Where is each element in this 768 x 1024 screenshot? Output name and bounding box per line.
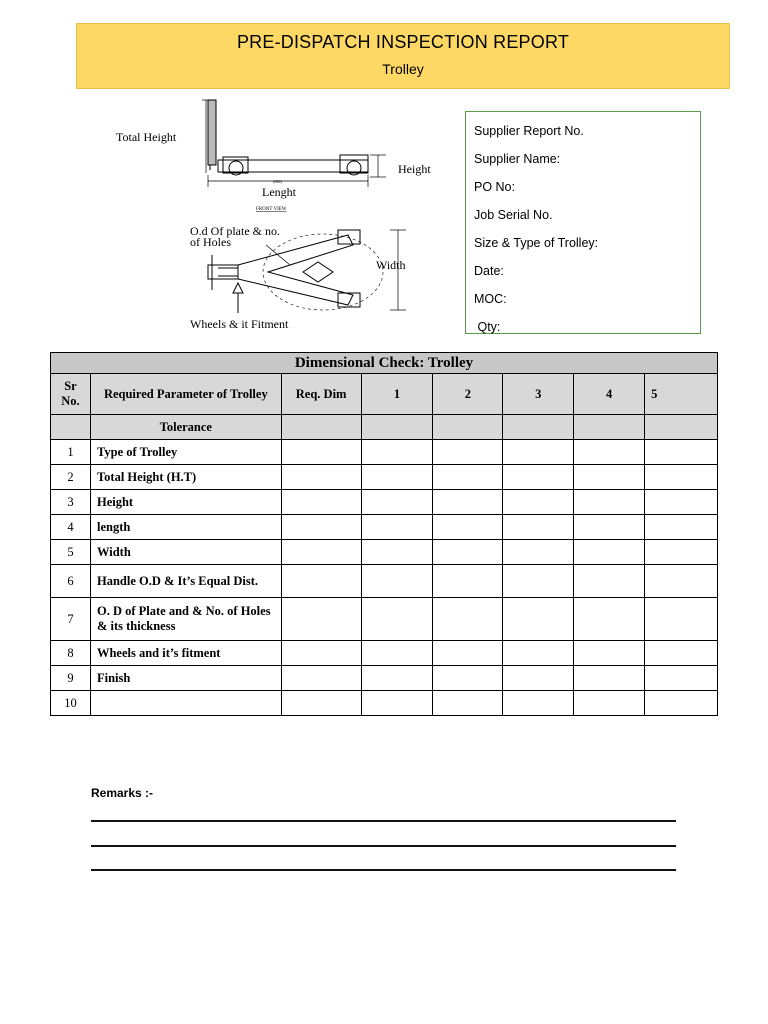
remarks-line[interactable] xyxy=(91,820,676,822)
table-row xyxy=(51,540,718,565)
entry-cell[interactable] xyxy=(503,440,574,465)
row-sr: 5 xyxy=(51,540,91,565)
entry-cell[interactable] xyxy=(433,666,503,691)
col-header-sr: Sr No. xyxy=(51,374,91,415)
col-header-2: 2 xyxy=(433,374,503,415)
front-view-drawing xyxy=(202,100,386,187)
label-height: Height xyxy=(398,162,431,176)
entry-cell[interactable] xyxy=(361,515,433,540)
entry-cell[interactable] xyxy=(645,465,718,490)
table-row xyxy=(51,465,718,490)
label-dim-note: (666) xyxy=(273,179,282,184)
label-front-view: FRONT VIEW xyxy=(256,207,287,212)
entry-cell[interactable] xyxy=(281,598,361,641)
field-moc: MOC: xyxy=(474,292,507,306)
table-row xyxy=(51,440,718,465)
tolerance-sr xyxy=(51,415,91,440)
table-title: Dimensional Check: Trolley xyxy=(51,353,718,374)
table-row xyxy=(51,598,718,641)
field-size-type: Size & Type of Trolley: xyxy=(474,236,599,250)
dimensional-check-table xyxy=(50,352,718,716)
row-param: Height xyxy=(90,490,281,515)
label-od-plate-1: O.d Of plate & no. xyxy=(190,224,280,238)
entry-cell[interactable] xyxy=(645,540,718,565)
entry-cell[interactable] xyxy=(645,565,718,598)
entry-cell[interactable] xyxy=(281,515,361,540)
report-subtitle: Trolley xyxy=(382,61,424,77)
entry-cell[interactable] xyxy=(574,598,645,641)
entry-cell[interactable] xyxy=(574,440,645,465)
entry-cell[interactable] xyxy=(281,540,361,565)
entry-cell[interactable] xyxy=(361,565,433,598)
label-total-height: Total Height xyxy=(116,130,177,144)
field-qty: Qty: xyxy=(474,320,501,334)
entry-cell[interactable] xyxy=(433,465,503,490)
entry-cell[interactable] xyxy=(503,691,574,716)
entry-cell[interactable] xyxy=(503,465,574,490)
row-param: O. D of Plate and & No. of Holes & its thickness xyxy=(90,598,281,641)
entry-cell[interactable] xyxy=(361,666,433,691)
entry-cell[interactable] xyxy=(361,598,433,641)
entry-cell[interactable] xyxy=(433,641,503,666)
col-header-3: 3 xyxy=(503,374,574,415)
entry-cell[interactable] xyxy=(645,598,718,641)
report-title: PRE-DISPATCH INSPECTION REPORT xyxy=(236,32,570,52)
entry-cell[interactable] xyxy=(503,565,574,598)
entry-cell[interactable] xyxy=(645,641,718,666)
entry-cell[interactable] xyxy=(503,490,574,515)
table-row xyxy=(51,641,718,666)
tolerance-cell[interactable] xyxy=(281,415,361,440)
entry-cell[interactable] xyxy=(361,465,433,490)
entry-cell[interactable] xyxy=(574,666,645,691)
entry-cell[interactable] xyxy=(281,490,361,515)
entry-cell[interactable] xyxy=(503,598,574,641)
row-param: Handle O.D & It’s Equal Dist. xyxy=(90,565,281,598)
entry-cell[interactable] xyxy=(433,598,503,641)
entry-cell[interactable] xyxy=(433,691,503,716)
entry-cell[interactable] xyxy=(574,565,645,598)
entry-cell[interactable] xyxy=(433,540,503,565)
remarks-line[interactable] xyxy=(91,845,676,847)
row-param[interactable] xyxy=(90,691,281,716)
tolerance-cell[interactable] xyxy=(433,415,503,440)
tolerance-label: Tolerance xyxy=(90,415,281,440)
row-sr: 6 xyxy=(51,565,91,598)
row-param: Total Height (H.T) xyxy=(90,465,281,490)
field-po-no: PO No: xyxy=(474,180,515,194)
entry-cell[interactable] xyxy=(281,565,361,598)
entry-cell[interactable] xyxy=(645,666,718,691)
field-job-serial-no: Job Serial No. xyxy=(474,208,553,222)
field-supplier-name: Supplier Name: xyxy=(474,152,561,166)
supplier-info-box xyxy=(465,111,701,334)
entry-cell[interactable] xyxy=(281,691,361,716)
row-param: Width xyxy=(90,540,281,565)
entry-cell[interactable] xyxy=(574,515,645,540)
label-width: Width xyxy=(376,258,406,272)
row-param: length xyxy=(90,515,281,540)
row-sr: 2 xyxy=(51,465,91,490)
row-param: Finish xyxy=(90,666,281,691)
row-sr: 4 xyxy=(51,515,91,540)
label-length: Lenght xyxy=(262,185,296,199)
row-param: Wheels and it’s fitment xyxy=(90,641,281,666)
tolerance-cell[interactable] xyxy=(503,415,574,440)
entry-cell[interactable] xyxy=(433,565,503,598)
remarks-label: Remarks :- xyxy=(91,786,154,800)
entry-cell[interactable] xyxy=(361,540,433,565)
entry-cell[interactable] xyxy=(574,641,645,666)
entry-cell[interactable] xyxy=(361,490,433,515)
entry-cell[interactable] xyxy=(574,691,645,716)
table-row xyxy=(51,666,718,691)
entry-cell[interactable] xyxy=(503,641,574,666)
label-wheels: Wheels & it Fitment xyxy=(190,317,289,331)
col-header-1: 1 xyxy=(361,374,433,415)
entry-cell[interactable] xyxy=(433,490,503,515)
table-row xyxy=(51,490,718,515)
row-sr: 3 xyxy=(51,490,91,515)
col-header-5: 5 xyxy=(645,374,718,415)
row-sr: 10 xyxy=(51,691,91,716)
tolerance-cell[interactable] xyxy=(361,415,433,440)
entry-cell[interactable] xyxy=(645,691,718,716)
row-param: Type of Trolley xyxy=(90,440,281,465)
entry-cell[interactable] xyxy=(503,515,574,540)
entry-cell[interactable] xyxy=(645,440,718,465)
entry-cell[interactable] xyxy=(361,691,433,716)
entry-cell[interactable] xyxy=(281,465,361,490)
entry-cell[interactable] xyxy=(433,440,503,465)
remarks-line[interactable] xyxy=(91,869,676,871)
entry-cell[interactable] xyxy=(281,666,361,691)
entry-cell[interactable] xyxy=(574,540,645,565)
table-row xyxy=(51,565,718,598)
entry-cell[interactable] xyxy=(503,540,574,565)
entry-cell[interactable] xyxy=(574,490,645,515)
entry-cell[interactable] xyxy=(433,515,503,540)
row-sr: 8 xyxy=(51,641,91,666)
entry-cell[interactable] xyxy=(281,641,361,666)
entry-cell[interactable] xyxy=(503,666,574,691)
table-row xyxy=(51,691,718,716)
row-sr: 9 xyxy=(51,666,91,691)
field-supplier-report-no: Supplier Report No. xyxy=(474,124,584,138)
report-header xyxy=(76,23,730,89)
entry-cell[interactable] xyxy=(361,440,433,465)
entry-cell[interactable] xyxy=(361,641,433,666)
entry-cell[interactable] xyxy=(645,490,718,515)
table-row xyxy=(51,515,718,540)
row-sr: 1 xyxy=(51,440,91,465)
row-sr: 7 xyxy=(51,598,91,641)
col-header-req-dim: Req. Dim xyxy=(281,374,361,415)
tolerance-cell[interactable] xyxy=(574,415,645,440)
tolerance-cell[interactable] xyxy=(645,415,718,440)
entry-cell[interactable] xyxy=(574,465,645,490)
entry-cell[interactable] xyxy=(281,440,361,465)
field-date: Date: xyxy=(474,264,504,278)
col-header-param: Required Parameter of Trolley xyxy=(90,374,281,415)
entry-cell[interactable] xyxy=(645,515,718,540)
trolley-diagram xyxy=(108,95,458,335)
label-od-plate-2: of Holes xyxy=(190,235,231,249)
col-header-4: 4 xyxy=(574,374,645,415)
